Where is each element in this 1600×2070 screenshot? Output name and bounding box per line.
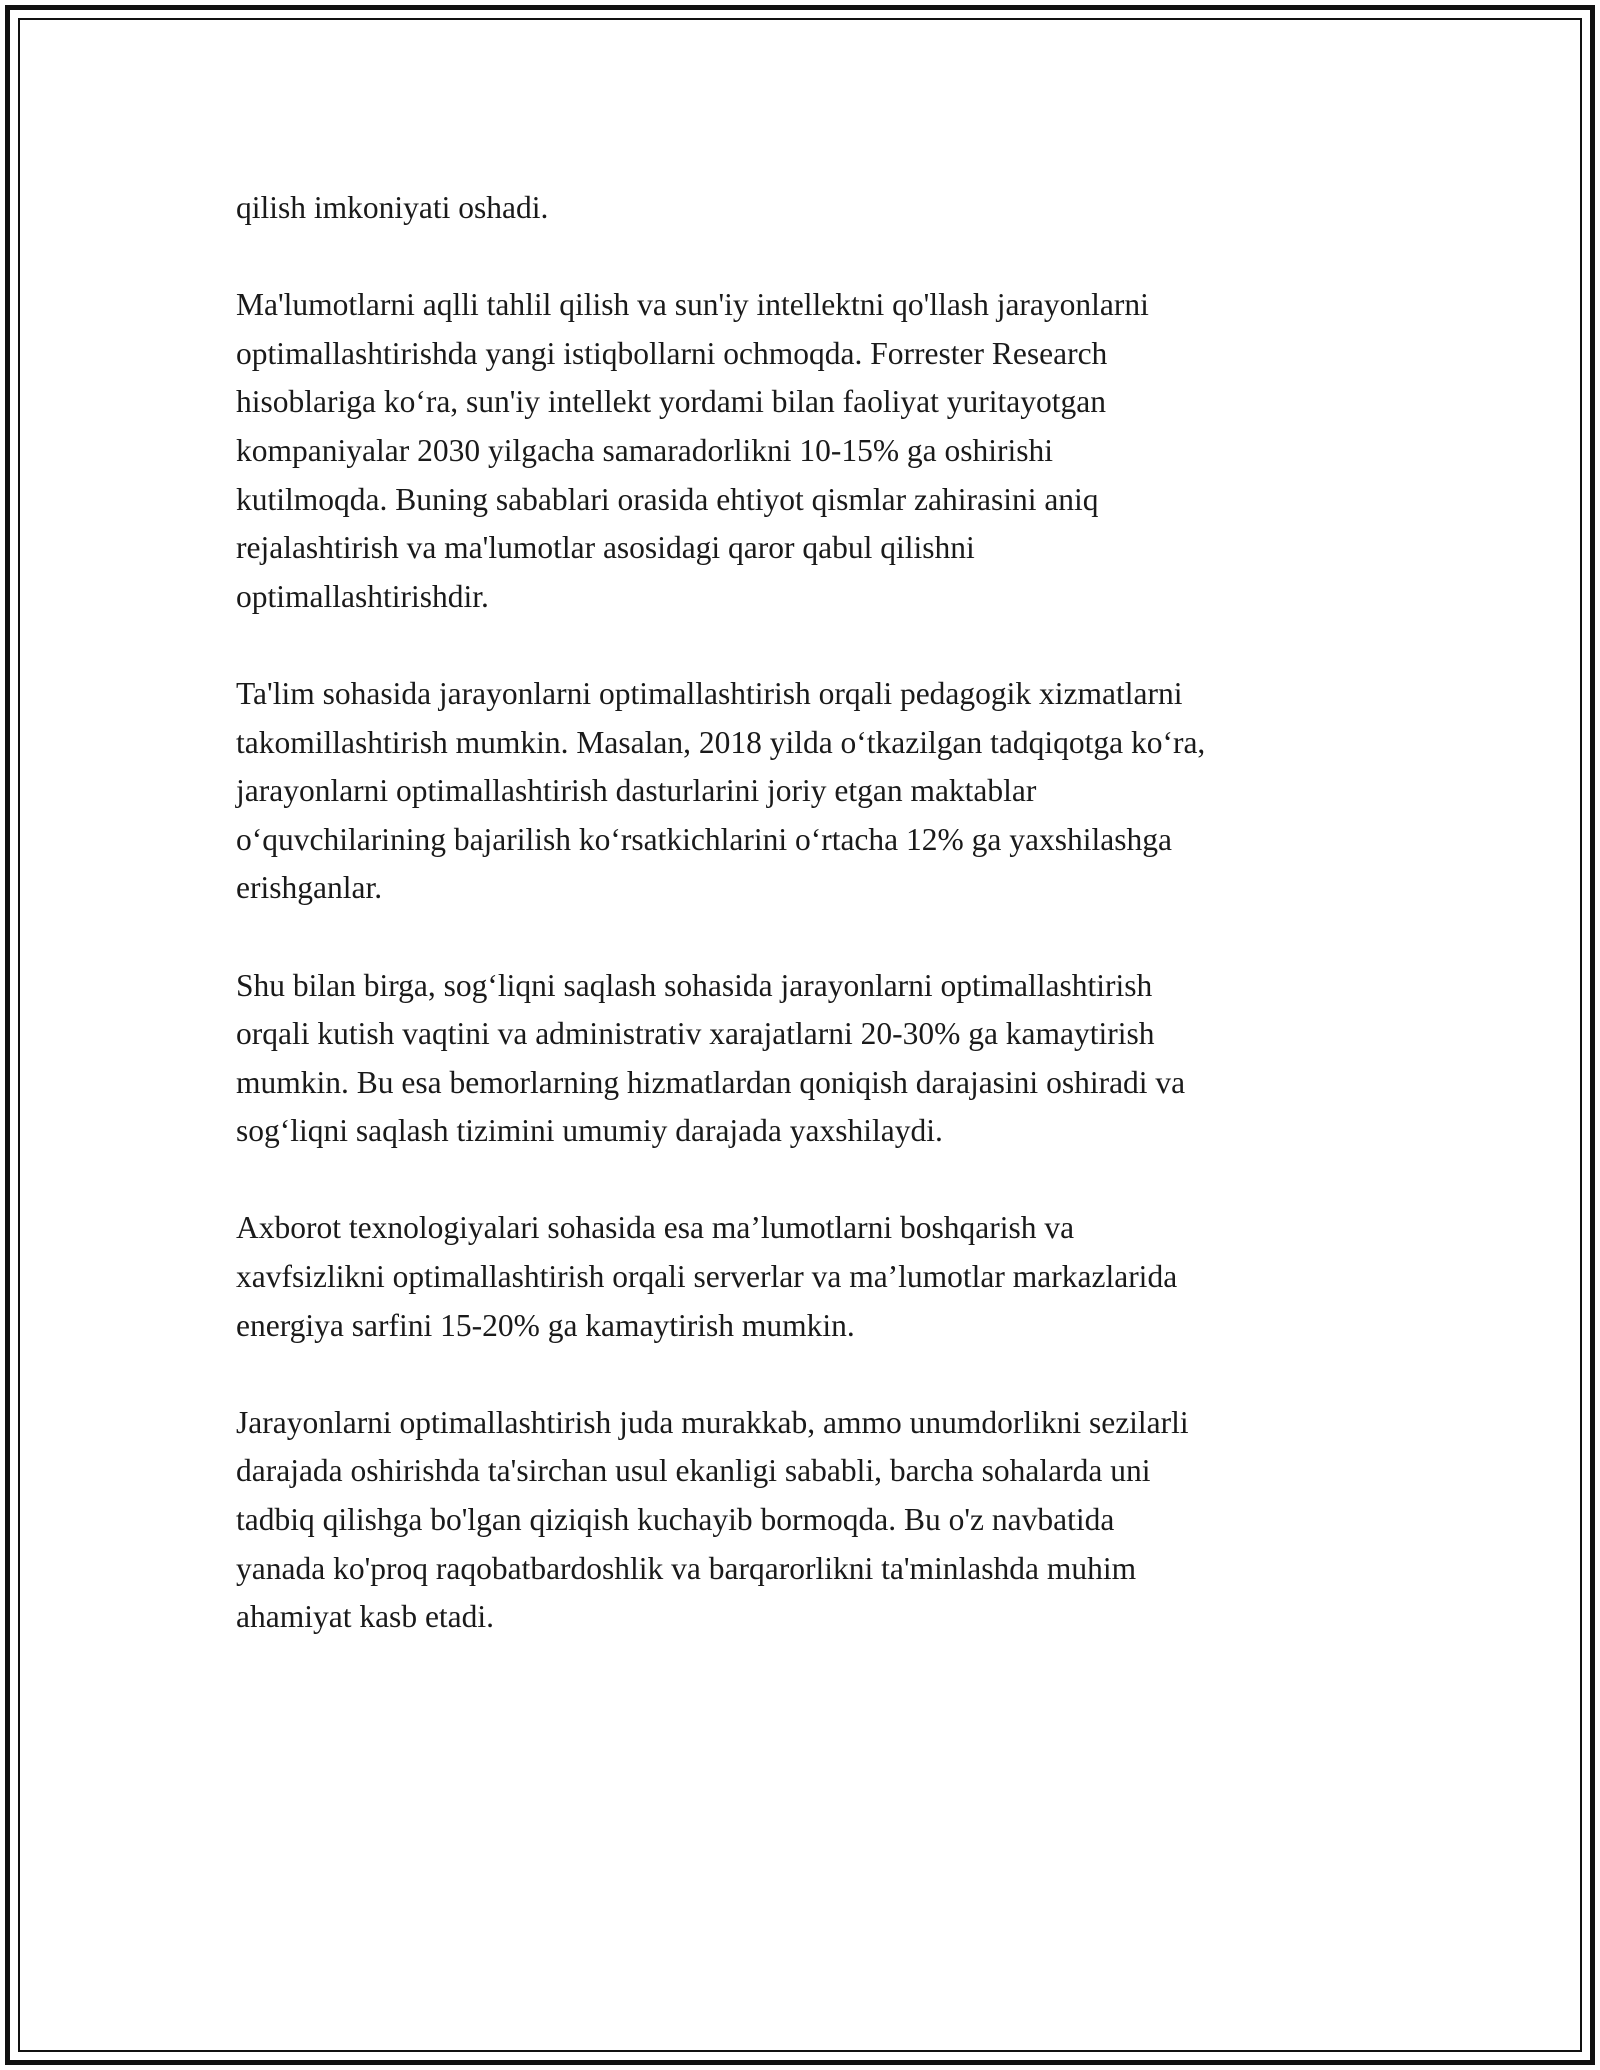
paragraph-ai-data-analysis: Ma'lumotlarni aqlli tahlil qilish va sun'iy intellektni qo'llash jarayonlarni optimallashtirishda yangi istiqbollarni ochmoqda. Forrester Research hisoblariga ko‘ra, sun'iy intellekt yordami bilan faoliyat yuritayotgan kompaniyalar 2030 yilgacha samaradorlikni 10-15% ga oshirishi kutilmoqda. Buning sabablari orasida ehtiyot qismlar zahirasini aniq rejalashtirish va ma'lumotlar asosidagi qaror qabul qilishni optimallashtirishdir.: [236, 287, 1149, 614]
paragraph-conclusion: Jarayonlarni optimallashtirish juda murakkab, ammo unumdorlikni sezilarli darajada oshirishda ta'sirchan usul ekanligi sababli, barcha sohalarda uni tadbiq qilishga bo'lgan qiziqish kuchayib bormoqda. Bu o'z navbatida yanada ko'proq raqobatbardoshlik va barqarorlikni ta'minlashda muhim ahamiyat kasb etadi.: [236, 1404, 1189, 1635]
paragraph-information-technology: Axborot texnologiyalari sohasida esa ma’lumotlarni boshqarish va xavfsizlikni optimallashtirish orqali serverlar va ma’lumotlar markazlarida energiya sarfini 15-20% ga kamaytirish mumkin.: [236, 1210, 1178, 1343]
paragraph-continuation: qilish imkoniyati oshadi.: [236, 190, 549, 225]
paragraph-healthcare: Shu bilan birga, sog‘liqni saqlash sohasida jarayonlarni optimallashtirish orqali kutish vaqtini va administrativ xarajatlarni 20-30% ga kamaytirish mumkin. Bu esa bemorlarning hizmatlardan qoniqish darajasini oshiradi va sog‘liqni saqlash tizimini umumiy darajada yaxshilaydi.: [236, 967, 1186, 1149]
document-body: [236, 184, 1406, 1690]
paragraph-education: Ta'lim sohasida jarayonlarni optimallashtirish orqali pedagogik xizmatlarni takomillashtirish mumkin. Masalan, 2018 yilda o‘tkazilgan tadqiqotga ko‘ra, jarayonlarni optimallashtirish dasturlarini joriy etgan maktablar o‘quvchilarining bajarilish ko‘rsatkichlarini o‘rtacha 12% ga yaxshilashga erishganlar.: [236, 675, 1206, 906]
